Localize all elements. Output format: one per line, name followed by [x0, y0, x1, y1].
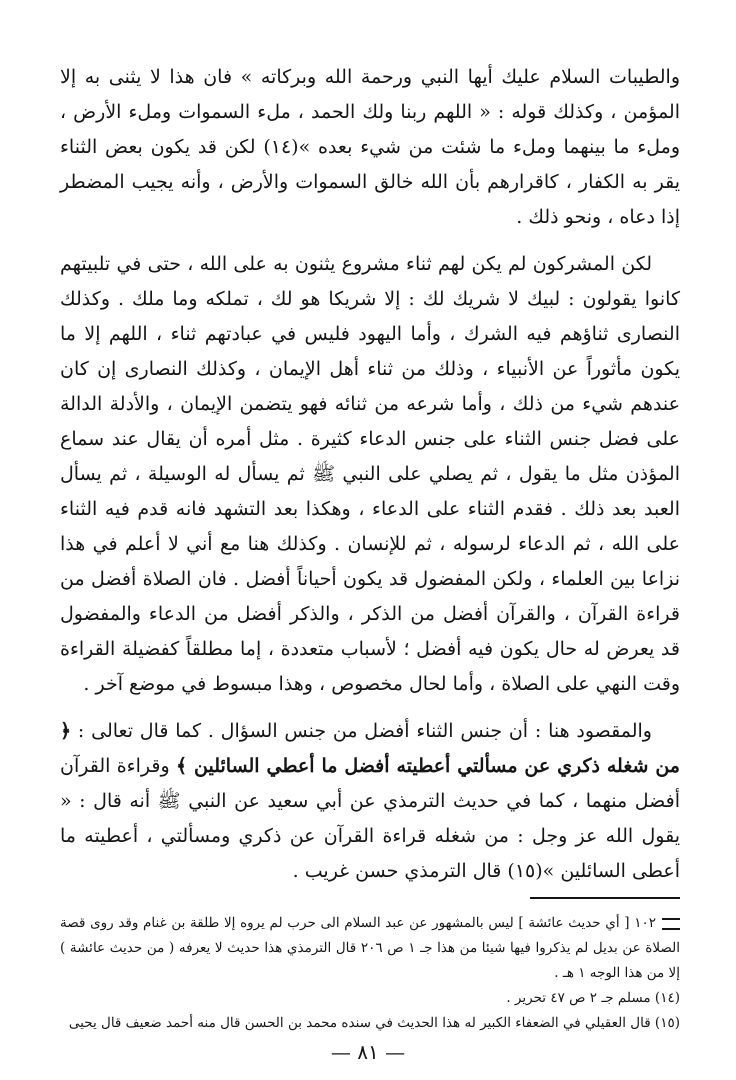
paragraph-2: لكن المشركون لم يكن لهم ثناء مشروع يثنون به على الله ، حتى في تلبيتهم كانوا يقولون : لبيك لا شريك لك : إلا شريكا هو لك ، تملكه وما ملك . وكذلك النصارى ثناؤهم فيه الشرك ، وأما اليهود فليس في عبادتهم ثناء ، اللهم إلا ما يكون مأثوراً عن الأنبياء ، وذلك من ثناء أهل الإيمان ، وكذلك النصارى إن كان عندهم شيء من ذلك ، وأما شرعه من ثنائه فهو يتضمن الإيمان ، والأدلة الدالة على فضل جنس الثناء على جنس الدعاء كثيرة . مثل أمره أن يقال عند سماع المؤذن مثل ما يقول ، ثم يصلي على النبي ﷺ ثم يسأل له الوسيلة ، ثم يسأل العبد بعد ذلك . فقدم الثناء على الدعاء ، وهكذا بعد التشهد فانه قدم فيه الثناء على الله ، ثم الدعاء لرسوله ، ثم للإنسان . وكذلك هنا مع أني لا أعلم في هذا نزاعا بين العلماء ، ولكن المفضول قد يكون أحياناً أفضل . فان الصلاة أفضل من قراءة القرآن ، والقرآن أفضل من الذكر ، والذكر أفضل من الدعاء والمفضول قد يعرض له حال يكون فيه أفضل ؛ لأسباب متعددة ، إما مطلقاً كفضيلة القراءة وقت النهي على الصلاة ، وأما لحال مخصوص ، وهذا مبسوط في موضع آخر . [60, 253, 680, 695]
footnote-marker-icon [662, 918, 680, 930]
footnote-15: (١٥) قال العقيلي في الضعفاء الكبير له هذا الحديث في سنده محمد بن الحسن قال منه أحمد ضعيف قال يحيى [68, 1015, 680, 1031]
paragraph-3 [60, 714, 680, 889]
paragraph-3-intro: والمقصود هنا : أن جنس الثناء أفضل من جنس السؤال . كما قال تعالى : [71, 720, 652, 742]
paragraph-3-rest: وقراءة القرآن أفضل منهما ، كما في حديث الترمذي عن أبي سعيد عن النبي ﷺ أنه قال : « يقول الله عز وجل : من شغله قراءة القرآن عن ذكري ومسألتي ، أعطيته ما أعطى السائلين »(١٥) قال الترمذي حسن غريب . [60, 755, 680, 882]
page-number: — ٨١ — [330, 1040, 406, 1064]
footnote-separator [530, 897, 680, 899]
footnote-14: (١٤) مسلم جـ ٢ ص ٤٧ تحرير . [506, 990, 680, 1006]
footnote-102 [60, 911, 680, 986]
quran-quote: ﴿ من شغله ذكري عن مسألتي أعطيته أفضل ما أعطي السائلين ﴾ [60, 720, 680, 777]
footnote-102-text: ١٠٢ [ أي حديث عائشة ] ليس بالمشهور عن عبد السلام الى حرب لم يروه إلا طلقة بن غنام وقد روى قصة الصلاة عن بديل لم يذكروا فيها شيئا من هذا جـ ١ ص ٢٠٦ قال الترمذي هذا حديث لا يعرفه ( من حديث عائشة ) إلا من هذا الوجه ١ هـ . [60, 915, 681, 981]
footnotes [60, 911, 680, 1036]
paragraph-1: والطيبات السلام عليك أيها النبي ورحمة الله وبركاته » فان هذا لا يثنى به إلا المؤمن ، وكذلك قوله : « اللهم ربنا ولك الحمد ، ملء السموات وملء الأرض ، وملء ما بينهما وملء ما شئت من شيء بعده »(١٤) لكن قد يكون بعض الثناء يقر به الكفار ، كاقرارهم بأن الله خالق السموات والأرض ، وأنه يجيب المضطر إذا دعاه ، ونحو ذلك . [60, 66, 680, 228]
page-body [60, 60, 680, 1036]
